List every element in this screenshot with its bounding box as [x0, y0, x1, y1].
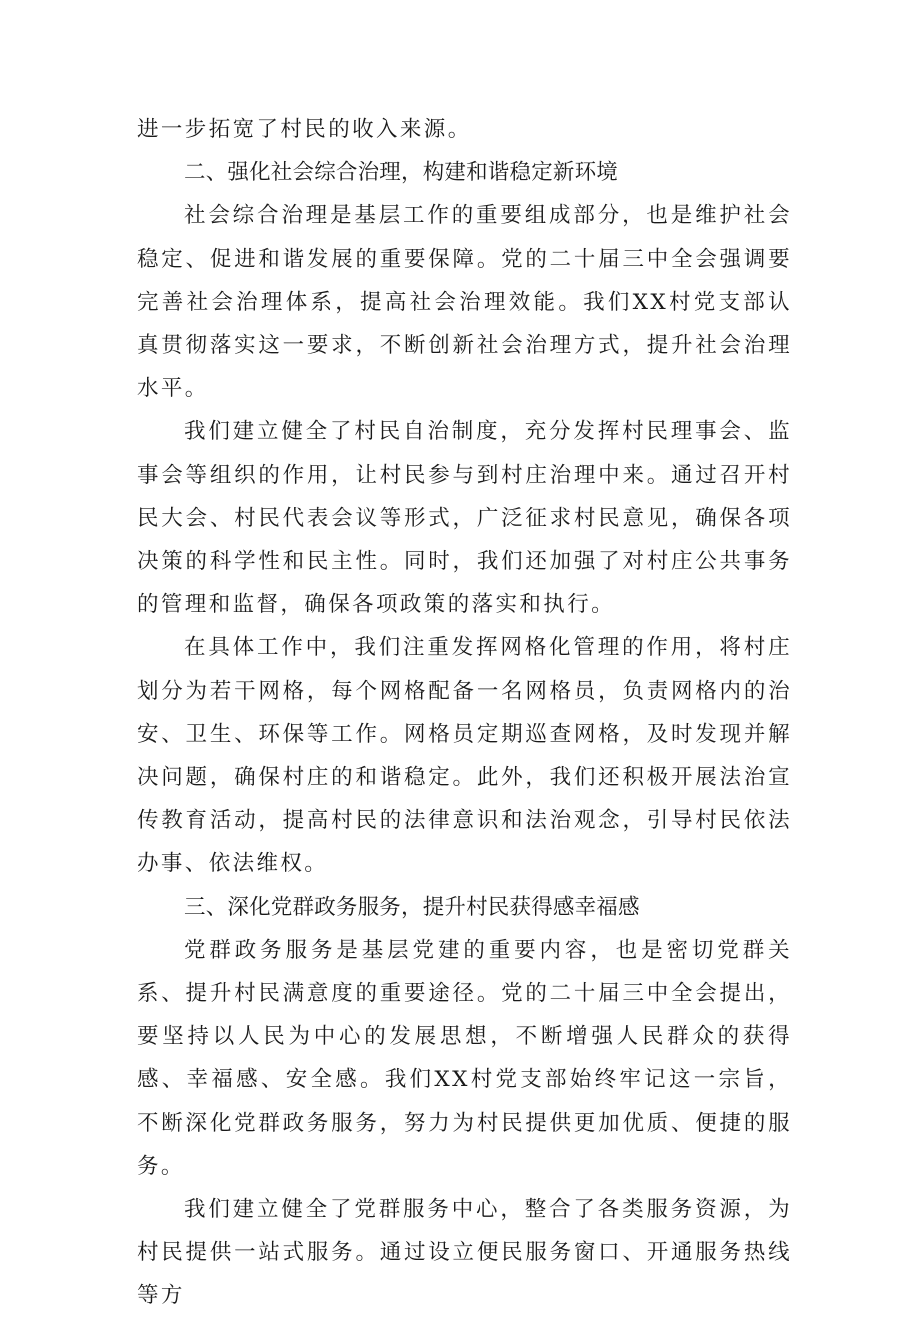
paragraph: 我们建立健全了党群服务中心，整合了各类服务资源，为村民提供一站式服务。通过设立便民服务窗口、开通服务热线等方	[137, 1197, 792, 1309]
document-body	[137, 108, 792, 1318]
paragraph: 在具体工作中，我们注重发挥网格化管理的作用，将村庄划分为若干网格，每个网格配备一名网格员，负责网格内的治安、卫生、环保等工作。网格员定期巡查网格，及时发现并解决问题，确保村庄的和谐稳定。此外，我们还积极开展法治宣传教育活动，提高村民的法律意识和法治观念，引导村民依法办事、依法维权。	[137, 635, 792, 877]
paragraph: 党群政务服务是基层党建的重要内容，也是密切党群关系、提升村民满意度的重要途径。党的二十届三中全会提出，要坚持以人民为中心的发展思想，不断增强人民群众的获得感、幸福感、安全感。我们XX村党支部始终牢记这一宗旨，不断深化党群政务服务，努力为村民提供更加优质、便捷的服务。	[137, 937, 792, 1179]
section-heading-3: 三、深化党群政务服务，提升村民获得感幸福感	[184, 894, 640, 920]
paragraph-continuation: 进一步拓宽了村民的收入来源。	[137, 117, 472, 142]
paragraph: 社会综合治理是基层工作的重要组成部分，也是维护社会稳定、促进和谐发展的重要保障。党的二十届三中全会强调要完善社会治理体系，提高社会治理效能。我们XX村党支部认真贯彻落实这一要求，不断创新社会治理方式，提升社会治理水平。	[137, 203, 792, 402]
paragraph: 我们建立健全了村民自治制度，充分发挥村民理事会、监事会等组织的作用，让村民参与到村庄治理中来。通过召开村民大会、村民代表会议等形式，广泛征求村民意见，确保各项决策的科学性和民主性。同时，我们还加强了对村庄公共事务的管理和监督，确保各项政策的落实和执行。	[137, 419, 792, 618]
section-heading-2: 二、强化社会综合治理，构建和谐稳定新环境	[184, 160, 619, 186]
